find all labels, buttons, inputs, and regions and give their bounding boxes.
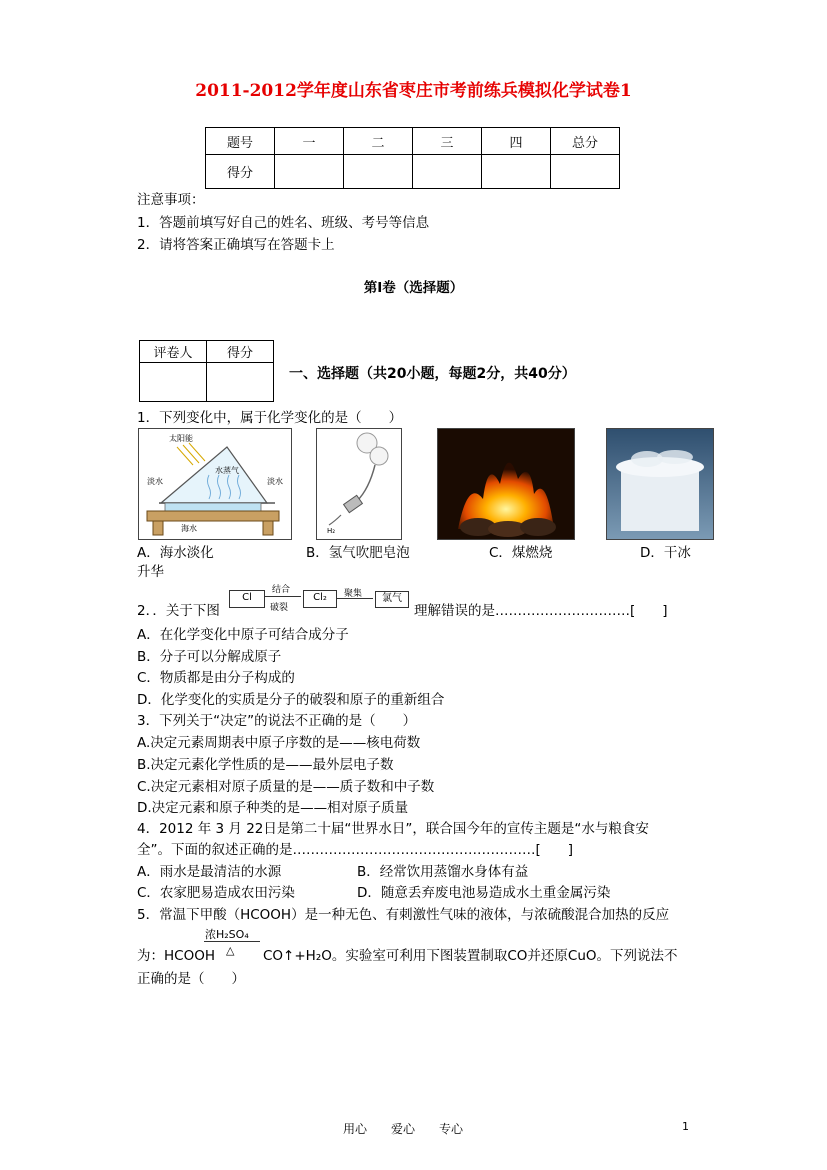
q5-equation-suffix: CO↑+H₂O。实验室可利用下图装置制取CO并还原CuO。下列说法不 — [263, 948, 678, 964]
q5-line3: 正确的是（ ） — [137, 971, 245, 987]
dry-ice-image — [606, 428, 714, 540]
coal-burning-image — [437, 428, 575, 540]
diagram-combine-label: 结合 — [272, 585, 291, 595]
page-number: 1 — [682, 1120, 689, 1133]
q1-option-d: D．干冰 — [640, 545, 691, 561]
q1-option-a: A．海水淡化 — [137, 545, 214, 561]
score-row-label: 得分 — [206, 155, 275, 189]
q4-option-c: C．农家肥易造成农田污染 — [137, 885, 295, 901]
soap-bubble-image — [316, 428, 402, 540]
diagram-break-label: 破裂 — [270, 603, 289, 613]
q3-option-d: D.决定元素和原子种类的是——相对原子质量 — [137, 800, 409, 816]
q3-option-c: C.决定元素相对原子质量的是——质子数和中子数 — [137, 779, 435, 795]
score-header-cell: 一 — [275, 128, 344, 155]
grader-cell — [207, 363, 274, 402]
q2-prefix: 2．．关于下图 — [137, 603, 220, 619]
q1-option-d-continued: 升华 — [137, 564, 164, 580]
diagram-box-cl2: Cl₂ — [303, 590, 337, 608]
q2-option-a: A．在化学变化中原子可结合成分子 — [137, 627, 349, 643]
footer-text: 用心 爱心 专心 — [343, 1122, 464, 1136]
score-cell — [275, 155, 344, 189]
note-item: 2．请将答案正确填写在答题卡上 — [137, 237, 335, 253]
desalination-image — [138, 428, 292, 540]
diagram-box-cl: Cl — [229, 590, 265, 608]
diagram-box-chlorine: 氯气 — [375, 591, 409, 608]
sea-water-label: 海水 — [181, 524, 197, 533]
grader-table — [139, 340, 274, 402]
note-item: 1．答题前填写好自己的姓名、班级、考号等信息 — [137, 215, 430, 231]
score-header-cell: 二 — [344, 128, 413, 155]
score-header-cell: 题号 — [206, 128, 275, 155]
score-header-cell: 四 — [482, 128, 551, 155]
grader-header-cell: 得分 — [207, 341, 274, 363]
q5-line1: 5．常温下甲酸（HCOOH）是一种无色、有刺激性气味的液体，与浓硫酸混合加热的反应 — [137, 907, 670, 923]
q4-line1: 4．2012 年 3 月 22日是第二十届“世界水日”，联合国今年的宣传主题是“水与粮食安 — [137, 821, 649, 837]
notes-heading: 注意事项： — [137, 192, 205, 208]
score-cell — [551, 155, 620, 189]
q5-equation-prefix: 为：HCOOH — [137, 948, 215, 964]
q2-option-b: B．分子可以分解成原子 — [137, 649, 282, 665]
page-title: 2011-2012学年度山东省枣庄市考前练兵模拟化学试卷1 — [195, 81, 632, 101]
diagram-arrow-1 — [265, 596, 301, 597]
section1-heading: 一、选择题（共20小题，每题2分，共40分） — [289, 366, 576, 382]
q5-reaction-arrow — [204, 941, 260, 942]
q5-heat-symbol: △ — [226, 944, 235, 957]
q1-stem: 1．下列变化中，属于化学变化的是（ ） — [137, 410, 403, 426]
sun-label: 太阳能 — [169, 434, 193, 443]
score-cell — [344, 155, 413, 189]
diagram-gather-label: 聚集 — [344, 589, 363, 599]
q2-option-c: C．物质都是由分子构成的 — [137, 670, 295, 686]
q2-option-d: D．化学变化的实质是分子的破裂和原子的重新组合 — [137, 692, 445, 708]
grader-cell — [140, 363, 207, 402]
fresh-water-left-label: 淡水 — [147, 477, 163, 486]
q3-stem: 3．下列关于“决定”的说法不正确的是（ ） — [137, 713, 417, 729]
vapor-label: 水蒸气 — [215, 466, 239, 475]
q1-option-c: C．煤燃烧 — [489, 545, 553, 561]
section-title: 第I卷（选择题） — [363, 280, 464, 296]
score-table — [205, 127, 620, 189]
grader-header-cell: 评卷人 — [140, 341, 207, 363]
diagram-arrow-2 — [337, 598, 373, 599]
score-cell — [482, 155, 551, 189]
fresh-water-right-label: 淡水 — [267, 477, 283, 486]
q3-option-a: A.决定元素周期表中原子序数的是——核电荷数 — [137, 735, 421, 751]
q3-option-b: B.决定元素化学性质的是——最外层电子数 — [137, 757, 394, 773]
q5-reaction-condition: 浓H₂SO₄ — [205, 928, 249, 941]
score-header-cell: 三 — [413, 128, 482, 155]
q4-line2: 全”。下面的叙述正确的是………………………………………………[ ] — [137, 842, 574, 858]
q2-suffix: 理解错误的是…………………………[ ] — [414, 603, 668, 619]
q4-option-d: D．随意丢弃废电池易造成水土重金属污染 — [357, 885, 611, 901]
score-cell — [413, 155, 482, 189]
q1-option-b: B．氢气吹肥皂泡 — [306, 545, 410, 561]
q4-option-b: B．经常饮用蒸馏水身体有益 — [357, 864, 529, 880]
hydrogen-label: H₂ — [327, 527, 336, 535]
score-header-cell: 总分 — [551, 128, 620, 155]
q4-option-a: A．雨水是最清洁的水源 — [137, 864, 282, 880]
